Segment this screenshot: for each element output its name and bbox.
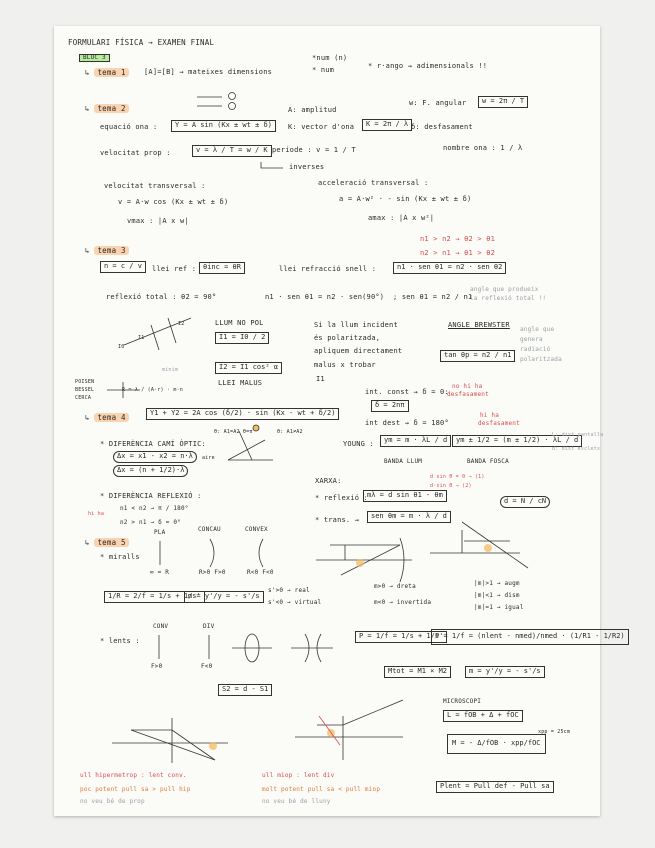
- ull-miop: ull miop : lent div: [262, 772, 335, 779]
- tema1-num-ni: *num (n): [312, 54, 348, 62]
- reflexio-eq: n1 · sen θ1 = n2 · sen(90°): [265, 293, 385, 301]
- page-title: FORMULARI FÍSICA → EXAMEN FINAL: [68, 38, 215, 47]
- tema1-text: [A]=[B] → mateixes dimensions: [144, 68, 273, 76]
- poisson-2: BESSEL: [75, 387, 95, 393]
- brewster-note-3: radiació: [520, 346, 551, 353]
- convex: CONVEX: [245, 526, 268, 533]
- microscopi: MICROSCOPI: [443, 698, 482, 705]
- dist-2: d: dist escletx: [552, 446, 601, 452]
- tema1-num: * num: [312, 66, 335, 74]
- pfinal-box: Plent = Pull def - Pull sa: [436, 781, 554, 793]
- sen-critic: ; sen θ1 = n2 / n1: [393, 293, 473, 301]
- si-la-llum-2: és polaritzada,: [314, 334, 381, 342]
- r-convex: R<0 F<0: [247, 569, 274, 576]
- xpp: xpp = 25cm: [538, 729, 571, 735]
- vprop-box: v = λ / T = w / K: [192, 145, 272, 157]
- no-hi-ha: no hi ha: [452, 383, 483, 390]
- reflexio-total: reflexió total : θ2 = 90°: [106, 293, 217, 301]
- m-invertida: m<0 → invertida: [374, 599, 432, 606]
- amax: amax : |A x w²|: [368, 214, 435, 222]
- desfasament: desfasament: [447, 391, 489, 398]
- minim: mínim: [162, 367, 179, 373]
- pla: PLA: [154, 529, 166, 536]
- s-real: s'>0 → real: [268, 587, 310, 594]
- tema1-label: ↳ tema 1: [85, 69, 129, 77]
- lbl-i0: I0: [118, 344, 125, 350]
- n1n2-2: n2 > n1 → δ = 0°: [120, 519, 181, 526]
- k-label: K: vector d'ona: [288, 123, 355, 131]
- f-pos: F>0: [151, 663, 163, 670]
- llum-no-pol: LLUM NO POL: [215, 319, 264, 327]
- dif-reflexio: * DIFERÈNCIA REFLEXIÓ :: [100, 492, 202, 500]
- poisson-1: POISEN: [75, 379, 95, 385]
- concave-mirror: [210, 539, 214, 567]
- vtrans-label: velocitat transversal :: [104, 182, 206, 190]
- r-concau: R>0 F>0: [199, 569, 226, 576]
- tema4-label: ↳ tema 4: [85, 414, 129, 422]
- equacio-box: Y = A sin (Kx ± wt ± δ): [171, 120, 276, 132]
- hi-ha-small: hi ha: [88, 511, 105, 517]
- no-veu-2: no veu bé de lluny: [262, 798, 331, 805]
- angle-note-1: angle que produeix: [470, 286, 539, 293]
- wedge-slope: [228, 440, 265, 460]
- circle-plus-icon: [229, 103, 236, 110]
- w-label: w: F. angular: [409, 99, 467, 107]
- periode: periode : v = 1 / T: [272, 146, 356, 154]
- polarizer-2: [168, 318, 176, 343]
- tema1-rango: * r·ango → adimensionals !!: [368, 62, 488, 70]
- molt-potent: molt potent pull sa < pull miop: [262, 786, 381, 793]
- malus-box: I2 = I1 cos² α: [215, 362, 282, 374]
- n-box: n = c / v: [100, 261, 146, 273]
- si-la-llum-5: I1: [316, 375, 325, 383]
- d-box: d = N / cN: [500, 496, 550, 508]
- int-const: int. const → δ = 0:: [365, 388, 449, 396]
- snell-box: n1 · sen θ1 = n2 · sen θ2: [393, 262, 506, 274]
- lents: * lents :: [100, 637, 140, 645]
- si-la-llum-1: Si la llum incident: [314, 321, 398, 329]
- l-box: L = fOB + Δ + fOC: [443, 710, 523, 722]
- desfasament-2: desfasament: [478, 420, 520, 427]
- young: YOUNG :: [343, 440, 374, 448]
- tema5-label: ↳ tema 5: [85, 539, 129, 547]
- bloc-badge: BLOC 3: [79, 54, 110, 62]
- xarxa: XARXA:: [315, 477, 342, 485]
- mtot-box: Mtot = M1 × M2: [384, 666, 451, 678]
- mirall-eq-box: 1/R = 2/f = 1/s + 1/s': [104, 591, 205, 603]
- m-micro-box: M = - Δ/fOB · xpp/fOC: [447, 734, 546, 754]
- miralls: * miralls: [100, 553, 140, 561]
- angle-brewster: ANGLE BREWSTER: [448, 321, 510, 329]
- llei-ref-label: llei ref :: [152, 265, 197, 273]
- conv: CONV: [153, 623, 169, 630]
- si-la-llum-4: malus x trobar: [314, 361, 376, 369]
- amplitud: A: amplitud: [288, 106, 337, 114]
- llei-ref-box: θinc = θR: [199, 262, 245, 274]
- tema4-formula-box: Y1 + Y2 = 2A cos (δ/2) · sin (Kx - wt + δ/2): [146, 408, 339, 420]
- inverses-arrow: [261, 162, 283, 168]
- s2-box: S2 = d - S1: [218, 684, 272, 696]
- brewster-note-2: genera: [520, 336, 543, 343]
- aire: aire: [202, 455, 215, 461]
- m-dism: |m|<1 → dism: [474, 592, 520, 599]
- brewster-box: tan θp = n2 / n1: [440, 350, 515, 362]
- poc-potent: poc potent pull sa > pull hip: [80, 786, 191, 793]
- xarxa-m0: d sin θ = 0 → (1): [430, 474, 485, 480]
- young-box-1: ym = m · λL / d: [380, 435, 451, 447]
- angle-note-2: la reflexió total !!: [470, 295, 547, 302]
- delta-box: δ = 2nπ: [371, 400, 409, 412]
- atrans-label: acceleració transversal :: [318, 179, 429, 187]
- si-la-llum-3: apliquem directament: [314, 347, 403, 355]
- w-box: w = 2π / T: [478, 96, 528, 108]
- polarizer-1: [151, 325, 159, 350]
- rel1: n1 > n2 → θ2 > θ1: [420, 235, 496, 243]
- vtrans: v = A·w cos (Kx ± wt ± δ): [118, 198, 229, 206]
- xarxa-m1: d·sin θ → (2): [430, 483, 472, 489]
- atrans: a = A·w² · - sin (Kx ± wt ± δ): [339, 195, 472, 203]
- div: DIV: [203, 623, 215, 630]
- sub-b: θ: A1≠A2: [277, 429, 303, 435]
- m-box: m = y'/y = - s'/s: [184, 591, 264, 603]
- trans-label: * trans. →: [315, 516, 360, 524]
- sub-a: θ: A1=A2 θ=π: [214, 429, 253, 435]
- brewster-note-4: polaritzada: [520, 356, 562, 363]
- reflexio-label: * reflexió :: [315, 494, 368, 502]
- snell-label: llei refracció snell :: [279, 265, 377, 273]
- p-box-2: P = 1/f = (nlent - nmed)/nmed · (1/R1 - 1/R2): [431, 629, 629, 645]
- brewster-note-1: angle que: [520, 326, 555, 333]
- hi-ha: hi ha: [480, 412, 500, 419]
- int-dest: int dest → δ = 180°: [365, 419, 449, 427]
- tema3-label: ↳ tema 3: [85, 247, 129, 255]
- poisson-3: CERCA: [75, 395, 92, 401]
- young-box-2: ym ± 1/2 = (m ± 1/2) · λL / d: [452, 435, 582, 447]
- m2-box: m = y'/y = - s'/s: [465, 666, 545, 678]
- p-box: P = 1/f = 1/s + 1/s': [355, 631, 447, 643]
- banda-llum: BANDA LLUM: [384, 458, 423, 465]
- vmax: vmax : |A x w|: [127, 217, 189, 225]
- poisson-eq: R = λ / (A·r) · m·n: [122, 387, 183, 393]
- lbl-i2: I2: [178, 321, 185, 327]
- circle-minus-icon: [229, 93, 236, 100]
- dist-1: L: dist pantalla: [552, 432, 604, 438]
- m-dreta: m>0 → dreta: [374, 583, 416, 590]
- dif-box-1: Δx = x1 - x2 = n·λ: [113, 451, 197, 463]
- k-box: K = 2π / λ: [362, 119, 412, 131]
- dif-cami: * DIFERÈNCIA CAMÍ ÒPTIC:: [100, 440, 206, 448]
- no-veu-1: no veu bé de prop: [80, 798, 145, 805]
- i0-box: I1 = I0 / 2: [215, 332, 269, 344]
- reflexio-box: mλ = d sin θ1 - θm: [363, 490, 447, 502]
- dif-box-2: Δx = (n + 1/2)·λ: [113, 465, 188, 477]
- equacio-label: equació ona :: [100, 123, 158, 131]
- convex-mirror: [259, 539, 263, 567]
- vprop-label: velocitat prop :: [100, 149, 171, 157]
- ull-hiper: ull hipermetrop : lent conv.: [80, 772, 187, 779]
- tema2-label: ↳ tema 2: [85, 105, 129, 113]
- nombre-ona: nombre ona : 1 / λ: [443, 144, 523, 152]
- delta-label: δ: desfasament: [411, 123, 473, 131]
- trans-box: sen θm = m · λ / d: [367, 511, 451, 523]
- r-inf: ∞ = R: [150, 569, 170, 576]
- rel2: n2 > n1 → θ1 > θ2: [420, 249, 496, 257]
- m-augm: |m|>1 → augm: [474, 580, 520, 587]
- banda-fosca: BANDA FOSCA: [467, 458, 509, 465]
- lbl-i1: I1: [138, 335, 145, 341]
- llei-malus: LLEI MALUS: [218, 379, 263, 387]
- m-igual: |m|=1 → igual: [474, 604, 524, 611]
- s-virtual: s'<0 → virtual: [268, 599, 322, 606]
- inverses: inverses: [289, 163, 325, 171]
- n1n2-1: n1 < n2 → π / 180°: [120, 505, 189, 512]
- f-neg: F<0: [201, 663, 213, 670]
- concau: CONCAU: [198, 526, 221, 533]
